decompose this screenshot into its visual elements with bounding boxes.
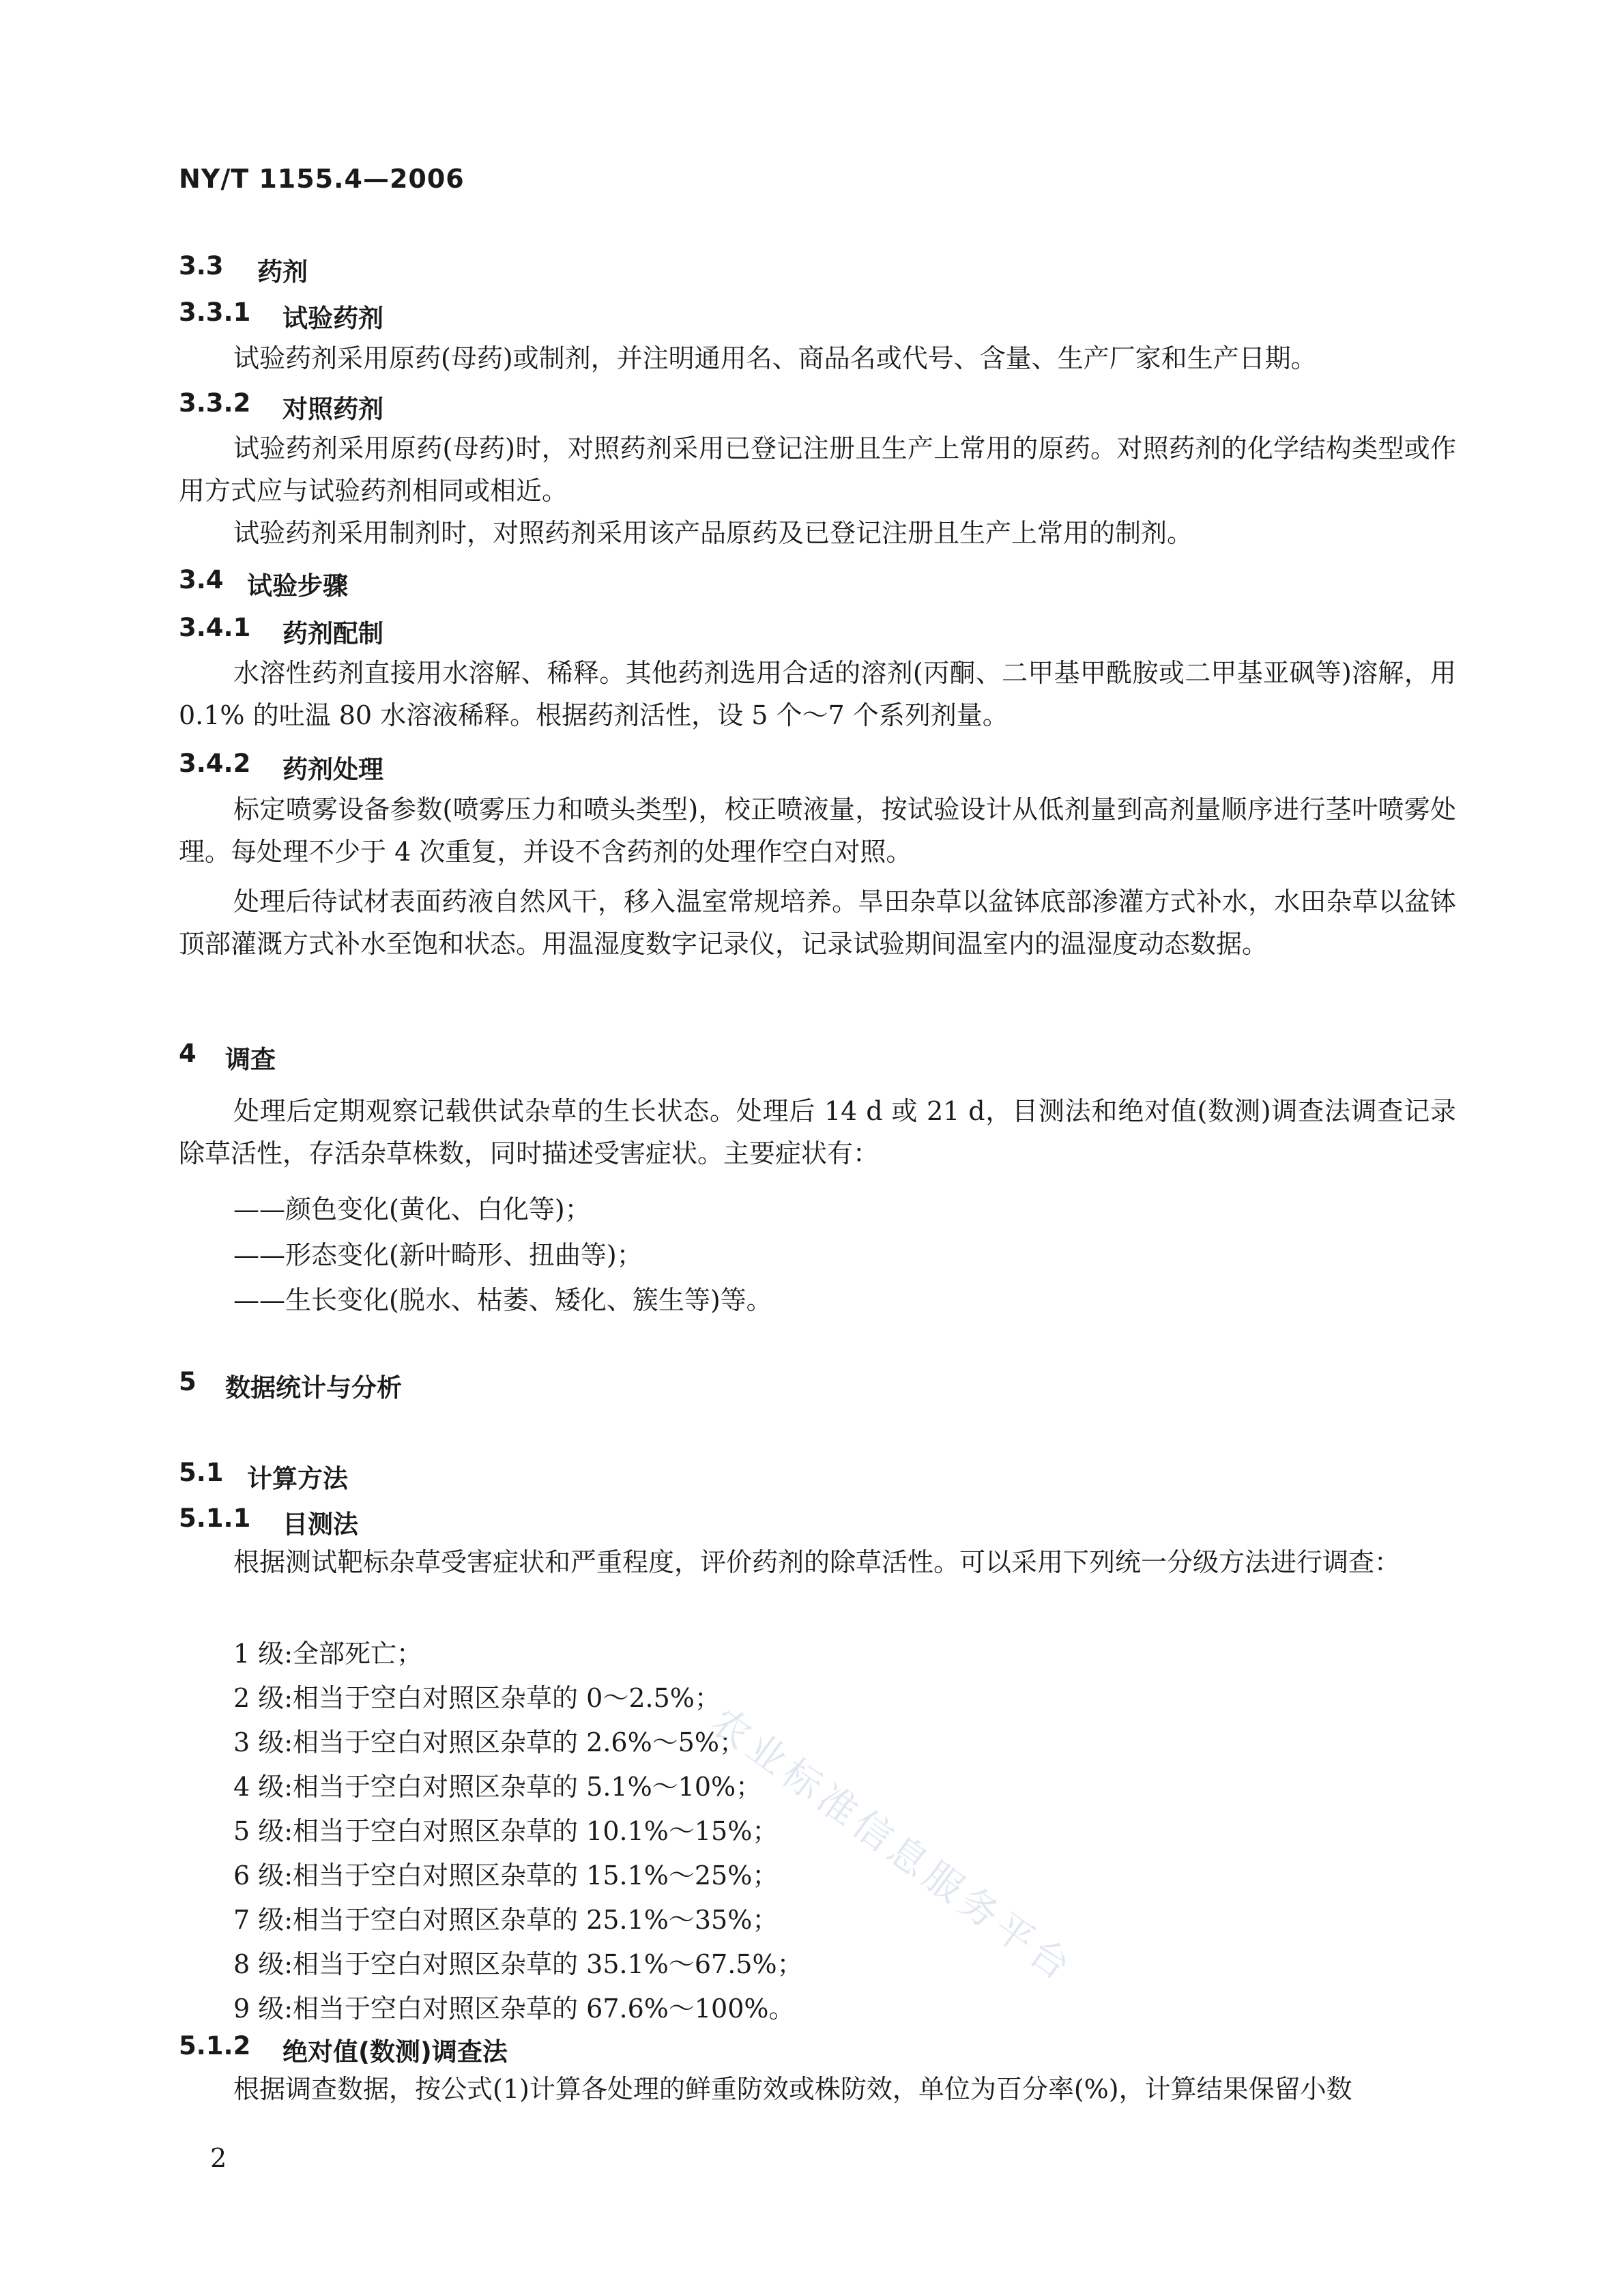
heading-title: 绝对值(数测)调查法 (282, 2037, 508, 2067)
heading-title: 对照药剂 (282, 394, 383, 424)
heading-title: 试验步骤 (247, 571, 348, 601)
symptom-item: ——生长变化(脱水、枯萎、矮化、簇生等)等。 (233, 1285, 772, 1315)
paragraph-5-1-2: 根据调查数据，按公式(1)计算各处理的鲜重防效或株防效，单位为百分率(%)，计算结果保留小数 (233, 2074, 1352, 2104)
grade-item: 8 级:相当于空白对照区杂草的 35.1%～67.5%； (233, 1949, 803, 1979)
grade-item: 1 级:全部死亡； (233, 1639, 423, 1669)
heading-title: 调查 (225, 1045, 276, 1074)
paragraph-4: 处理后定期观察记载供试杂草的生长状态。处理后 14 d 或 21 d，目测法和绝对值(数测)调查法调查记录除草活性，存活杂草株数，同时描述受害症状。主要症状有： (179, 1096, 1456, 1168)
heading-title: 目测法 (282, 1510, 358, 1539)
paragraph-5-1-1: 根据测试靶标杂草受害症状和严重程度，评价药剂的除草活性。可以采用下列统一分级方法进行调查： (233, 1547, 1401, 1577)
heading-number: 5.1 (179, 1458, 224, 1487)
heading-number: 3.3 (179, 251, 224, 281)
grade-item: 2 级:相当于空白对照区杂草的 0～2.5%； (233, 1683, 721, 1713)
paragraph-3-4-2b: 处理后待试材表面药液自然风干，移入温室常规培养。旱田杂草以盆钵底部渗灌方式补水，水田杂草以盆钵顶部灌溉方式补水至饱和状态。用温湿度数字记录仪，记录试验期间温室内的温湿度动态数据。 (179, 887, 1456, 959)
heading-5-1 (179, 1458, 348, 1493)
grade-item: 7 级:相当于空白对照区杂草的 25.1%～35%； (233, 1905, 779, 1935)
symptom-item: ——形态变化(新叶畸形、扭曲等)； (233, 1240, 643, 1270)
heading-3-3-1 (179, 298, 383, 333)
heading-title: 计算方法 (247, 1464, 348, 1493)
paragraph-3-4-1: 水溶性药剂直接用水溶解、稀释。其他药剂选用合适的溶剂(丙酮、二甲基甲酰胺或二甲基亚砜等)溶解，用 0.1% 的吐温 80 水溶液稀释。根据药剂活性，设 5 个～7 个系列剂量。 (179, 658, 1456, 730)
heading-number: 5 (179, 1367, 197, 1396)
grade-item: 3 级:相当于空白对照区杂草的 2.6%～5%； (233, 1727, 745, 1757)
heading-3-4-1 (179, 613, 383, 648)
heading-title: 药剂处理 (282, 755, 383, 784)
heading-5-1-2 (179, 2031, 508, 2067)
paragraph-3-3-2a: 试验药剂采用原药(母药)时，对照药剂采用已登记注册且生产上常用的原药。对照药剂的化学结构类型或作用方式应与试验药剂相同或相近。 (179, 433, 1456, 506)
heading-number: 3.4 (179, 565, 224, 594)
paragraph-3-4-2a: 标定喷雾设备参数(喷雾压力和喷头类型)，校正喷液量，按试验设计从低剂量到高剂量顺序进行茎叶喷雾处理。每处理不少于 4 次重复，并设不含药剂的处理作空白对照。 (179, 794, 1456, 867)
heading-number: 3.4.2 (179, 749, 251, 778)
watermark: 农业标准信息服务平台 (702, 1699, 1082, 1992)
heading-title: 试验药剂 (282, 304, 383, 333)
heading-5-1-1 (179, 1504, 358, 1539)
heading-3-3 (179, 251, 308, 287)
grade-item: 4 级:相当于空白对照区杂草的 5.1%～10%； (233, 1772, 762, 1802)
heading-number: 4 (179, 1039, 197, 1068)
paragraph-3-3-1: 试验药剂采用原药(母药)或制剂，并注明通用名、商品名或代号、含量、生产厂家和生产日期。 (233, 343, 1317, 373)
grade-item: 5 级:相当于空白对照区杂草的 10.1%～15%； (233, 1816, 779, 1846)
standard-number: NY/T 1155.4—2006 (179, 164, 465, 194)
heading-title: 数据统计与分析 (225, 1373, 402, 1403)
heading-number: 5.1.2 (179, 2031, 251, 2060)
heading-number: 3.4.1 (179, 613, 251, 642)
heading-3-4-2 (179, 749, 383, 784)
paragraph-3-3-2b: 试验药剂采用制剂时，对照药剂采用该产品原药及已登记注册且生产上常用的制剂。 (233, 518, 1193, 548)
symptom-item: ——颜色变化(黄化、白化等)； (233, 1194, 591, 1224)
heading-number: 3.3.2 (179, 388, 251, 418)
heading-number: 5.1.1 (179, 1504, 251, 1533)
grade-item: 9 级:相当于空白对照区杂草的 67.6%～100%。 (233, 1994, 795, 2024)
page-number: 2 (210, 2143, 227, 2173)
heading-4 (179, 1039, 276, 1074)
heading-3-4 (179, 565, 348, 601)
heading-title: 药剂配制 (282, 619, 383, 648)
heading-3-3-2 (179, 388, 383, 424)
heading-title: 药剂 (257, 257, 308, 287)
grade-item: 6 级:相当于空白对照区杂草的 15.1%～25%； (233, 1860, 779, 1891)
heading-number: 3.3.1 (179, 298, 251, 327)
heading-5 (179, 1367, 402, 1403)
